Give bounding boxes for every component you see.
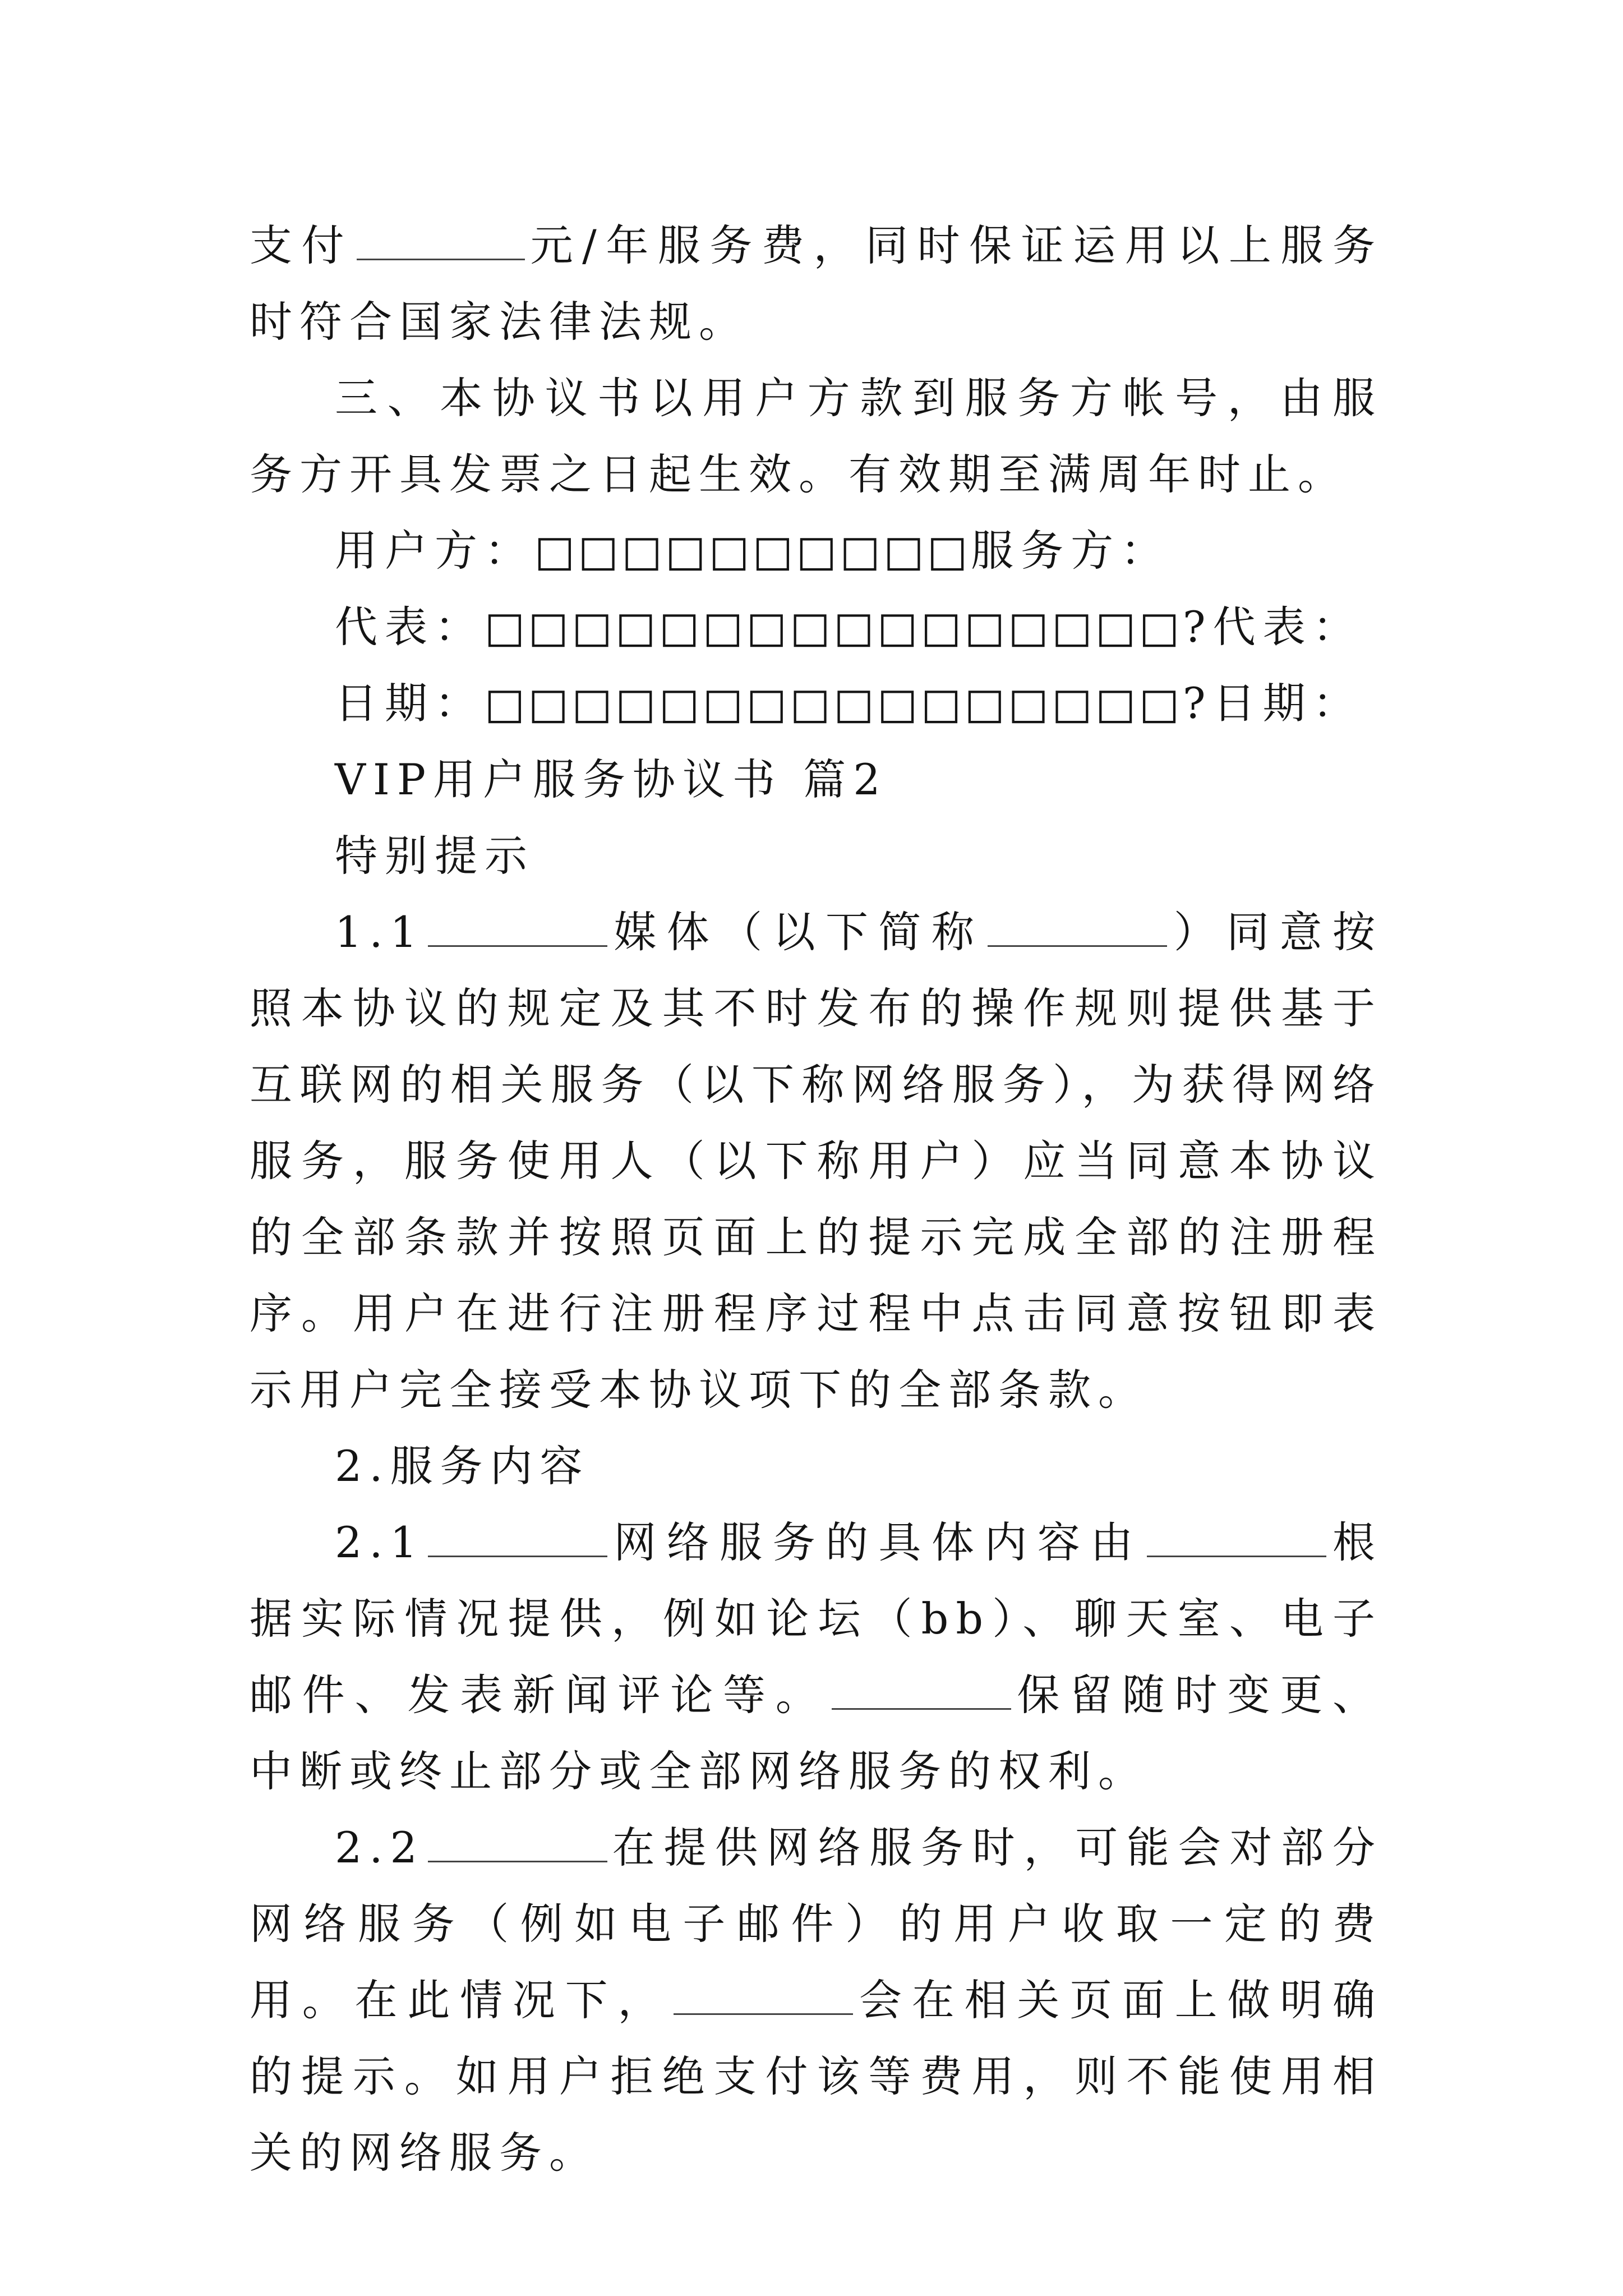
provider-blank-5 [674,1977,853,2015]
fee-amount-blank [357,223,525,260]
provider-blank-2 [1147,1520,1326,1557]
provider-blank-4 [428,1825,607,1862]
clause-number-2-1: 2.1 [335,1517,425,1567]
document-body [250,208,1382,2191]
paragraph-fee [250,208,1382,360]
provider-blank-3 [832,1672,1011,1710]
service-party-label: 服务方： [971,526,1171,576]
clause-1-1-text-a: 媒体（以下简称 [610,907,985,957]
paragraph-2-1 [250,1504,1382,1810]
representative-label-right: ?代表： [1182,602,1363,652]
special-notice-heading: 特别提示 [335,831,534,881]
clause-number-1-1: 1.1 [335,907,425,957]
date-label-right: ?日期： [1182,678,1363,728]
representative-label: 代表： [335,602,485,652]
representative-boxes: □□□□□□□□□□□□□□□□ [485,602,1183,652]
media-name-blank [428,909,607,947]
signature-row-representative [250,589,1382,665]
paragraph-effective: 三、本协议书以用户方款到服务方帐号，由服务方开具发票之日起生效。有效期至满周年时止。 [250,373,1382,499]
short-name-blank [988,909,1167,947]
date-label: 日期： [335,678,485,728]
clause-number-2-2: 2.2 [335,1823,425,1872]
clause-2-1-text-b: 根据实际情况提供，例如论坛（bb）、聊天室、电子邮件、发表新闻评论等。 [250,1517,1383,1720]
paragraph-2-2 [250,1810,1382,2191]
paragraph-1-1 [250,894,1382,1428]
fee-suffix-text: 元/年服务费，同时保证运用以上服务时符合国家法律法规。 [250,220,1382,347]
clause-2-1-text-c: 保留随时变更、中断或终止部分或全部网络服务的权利。 [250,1670,1383,1796]
user-party-label: 用户方： [335,526,534,576]
section-title: VIP用户服务协议书 篇2 [335,754,888,804]
provider-blank-1 [428,1520,607,1557]
fee-prefix-text: 支付 [250,220,354,270]
clause-2-1-text-a: 网络服务的具体内容由 [610,1517,1144,1567]
clause-2-2-text-b: 会在相关页面上做明确的提示。如用户拒绝支付该等费用，则不能使用相关的网络服务。 [250,1975,1383,2178]
clause-1-1-text-b: ）同意按照本协议的规定及其不时发布的操作规则提供基于互联网的相关服务（以下称网络服务），为获得网络服务，服务使用人（以下称用户）应当同意本协议的全部条款并按照页面上的提示完成全部的注册程序。用户在进行注册程序过程中点击同意按钮即表示用户完全接受本协议项下的全部条款。 [250,907,1383,1415]
user-party-boxes: □□□□□□□□□□ [534,526,971,576]
section-2-heading: 2.服务内容 [335,1441,590,1491]
signature-row-date [250,665,1382,742]
signature-row-party [250,513,1382,589]
date-boxes: □□□□□□□□□□□□□□□□ [485,678,1183,728]
clause-2-2-text-a: 在提供网络服务时，可能会对部分网络服务（例如电子邮件）的用户收取一定的费用。在此情况下， [250,1823,1382,2025]
